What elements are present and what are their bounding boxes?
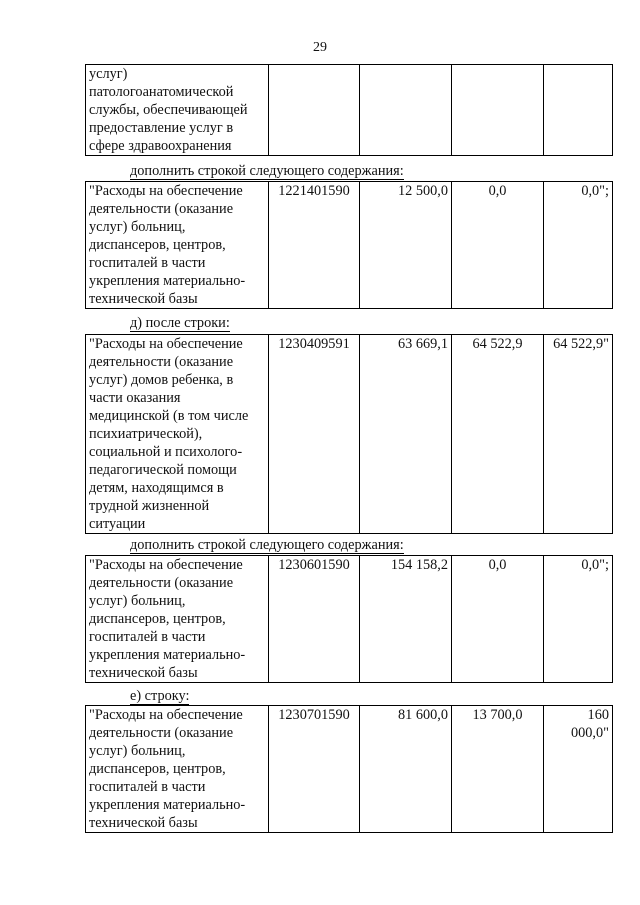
page-number: 29 (313, 40, 327, 55)
table-row (86, 706, 613, 833)
row-name-line: "Расходы на обеспечение (89, 707, 243, 723)
row-value-2-cell: 0,0 (452, 182, 544, 309)
row-name-line: технической базы (89, 291, 198, 307)
row-name-line: "Расходы на обеспечение (89, 557, 243, 573)
row-value-3-cell: 0,0"; (544, 182, 613, 309)
row-name-line: укрепления материально- (89, 273, 246, 289)
row-name-line: госпиталей в части (89, 629, 206, 645)
table-block-1 (85, 64, 613, 156)
table-row (86, 556, 613, 683)
instruction-text-3: дополнить строкой следующего содержания: (130, 537, 404, 553)
table-row (86, 182, 613, 309)
row-name-line: диспансеров, центров, (89, 237, 226, 253)
table-row (86, 65, 613, 156)
row-value-3-cell: 0,0"; (544, 556, 613, 683)
row-name-line: ситуации (89, 516, 146, 532)
row-value-2-cell (452, 65, 544, 156)
row-name-line: госпиталей в части (89, 255, 206, 271)
row-name-line: сфере здравоохранения (89, 138, 232, 154)
row-value-1-cell: 81 600,0 (360, 706, 452, 833)
row-name-line: части оказания (89, 390, 181, 406)
row-name-line: детям, находящимся в (89, 480, 224, 496)
row-value-1-cell: 12 500,0 (360, 182, 452, 309)
row-code-cell: 1230701590 (269, 706, 360, 833)
row-name-line: трудной жизненной (89, 498, 210, 514)
row-name-line: деятельности (оказание (89, 354, 234, 370)
row-name-cell (86, 706, 269, 833)
row-value-3-cell: 64 522,9" (544, 335, 613, 534)
row-value-3-cell: 160 000,0" (544, 706, 613, 833)
row-name-line: службы, обеспечивающей (89, 102, 248, 118)
row-name-line: услуг) больниц, (89, 593, 186, 609)
row-name-cell (86, 556, 269, 683)
row-name-line: деятельности (оказание (89, 201, 234, 217)
table-block-4 (85, 555, 613, 683)
row-name-line: "Расходы на обеспечение (89, 336, 243, 352)
row-name-line: диспансеров, центров, (89, 611, 226, 627)
table-block-5 (85, 705, 613, 833)
row-name-line: деятельности (оказание (89, 725, 234, 741)
row-value-2-cell: 64 522,9 (452, 335, 544, 534)
row-name-line: услуг) больниц, (89, 743, 186, 759)
row-value-2-cell: 13 700,0 (452, 706, 544, 833)
row-code-cell: 1230601590 (269, 556, 360, 683)
row-name-line: педагогической помощи (89, 462, 237, 478)
row-name-line: предоставление услуг в (89, 120, 234, 136)
row-value-2-cell: 0,0 (452, 556, 544, 683)
table-row (86, 335, 613, 534)
row-value-1-cell: 63 669,1 (360, 335, 452, 534)
row-name-line: укрепления материально- (89, 647, 246, 663)
row-name-line: услуг) (89, 66, 128, 82)
row-name-line: услуг) домов ребенка, в (89, 372, 234, 388)
instruction-text-2: д) после строки: (130, 315, 230, 331)
row-value-1-cell: 154 158,2 (360, 556, 452, 683)
row-name-line: технической базы (89, 665, 198, 681)
table-block-2 (85, 181, 613, 309)
row-name-line: социальной и психолого- (89, 444, 243, 460)
row-value-3-cell (544, 65, 613, 156)
row-name-line: укрепления материально- (89, 797, 246, 813)
row-name-line: медицинской (в том числе (89, 408, 249, 424)
row-name-line: диспансеров, центров, (89, 761, 226, 777)
instruction-text-1: дополнить строкой следующего содержания: (130, 163, 404, 179)
row-name-cell (86, 65, 269, 156)
row-code-cell (269, 65, 360, 156)
row-name-line: госпиталей в части (89, 779, 206, 795)
row-value-1-cell (360, 65, 452, 156)
row-code-cell: 1230409591 (269, 335, 360, 534)
row-name-line: психиатрической), (89, 426, 203, 442)
instruction-text-4: е) строку: (130, 688, 190, 704)
row-name-cell (86, 182, 269, 309)
row-name-line: услуг) больниц, (89, 219, 186, 235)
row-code-cell: 1221401590 (269, 182, 360, 309)
row-name-line: "Расходы на обеспечение (89, 183, 243, 199)
row-name-cell (86, 335, 269, 534)
table-block-3 (85, 334, 613, 534)
row-name-line: технической базы (89, 815, 198, 831)
row-name-line: патологоанатомической (89, 84, 234, 100)
row-name-line: деятельности (оказание (89, 575, 234, 591)
